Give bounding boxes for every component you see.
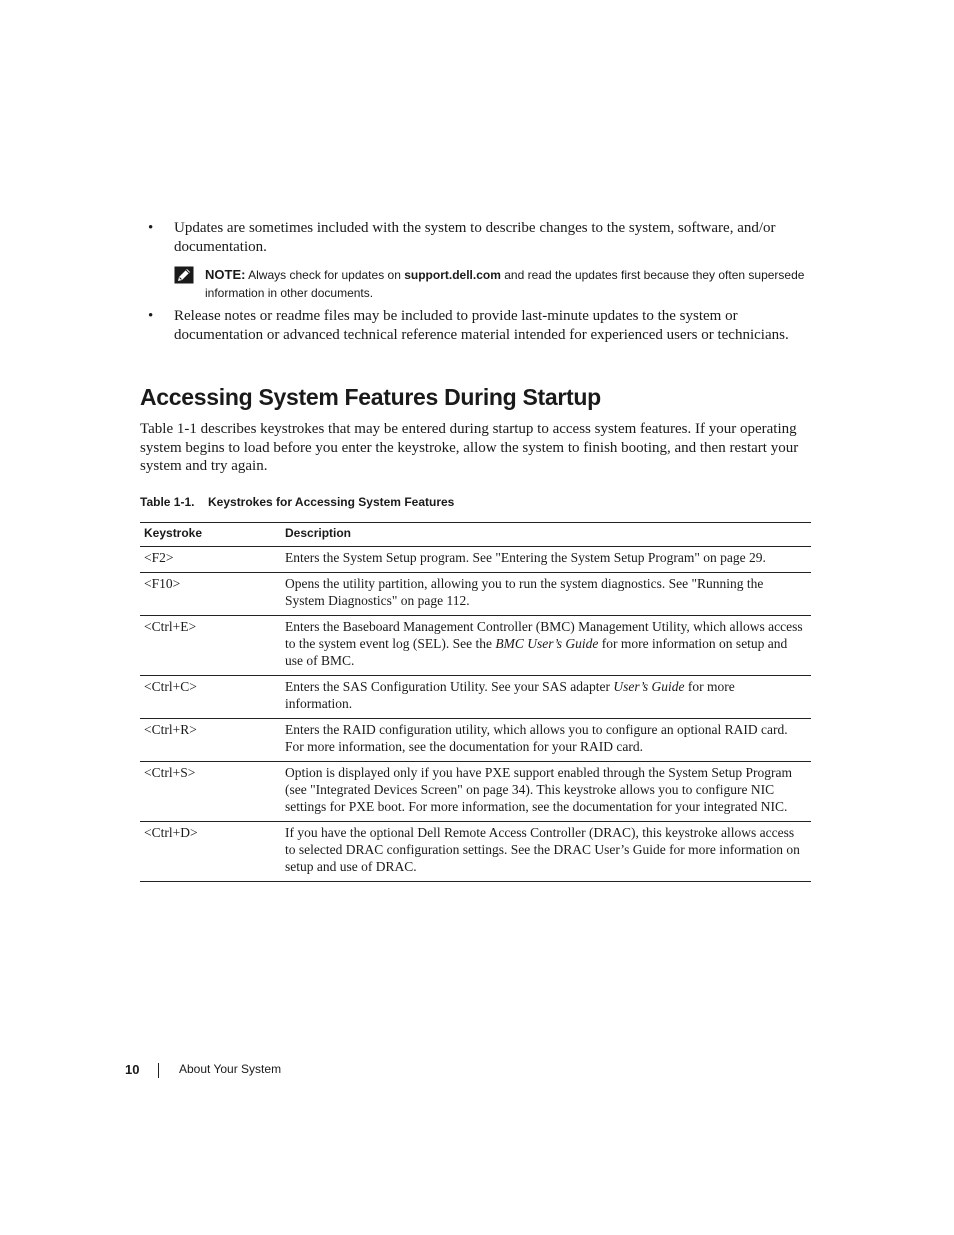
page-number: 10: [125, 1062, 140, 1077]
description-cell: [278, 719, 811, 762]
table-row: [140, 719, 811, 762]
keystroke-cell: <F10>: [140, 573, 278, 616]
column-header-description: Description: [278, 523, 811, 547]
description-cell: [278, 822, 811, 882]
note-text-before: Always check for updates on: [245, 268, 405, 282]
table-body: [140, 547, 811, 882]
table-row: [140, 616, 811, 676]
description-text: for more information on setup and use of BMC.: [285, 636, 788, 668]
table-header-row: [140, 523, 811, 547]
description-cell: [278, 616, 811, 676]
description-text: Enters the SAS Configuration Utility. See your SAS adapter: [285, 679, 614, 694]
keystroke-table: [140, 522, 811, 882]
table-caption: [140, 495, 454, 509]
pencil-note-icon: [174, 266, 194, 284]
table-row: [140, 762, 811, 822]
table-caption-title: Keystrokes for Accessing System Features: [208, 495, 455, 509]
support-link[interactable]: support.dell.com: [404, 268, 501, 282]
table-row: [140, 822, 811, 882]
bullet-marker: •: [148, 308, 154, 324]
description-italic-text: User’s Guide: [613, 679, 685, 694]
bullet-text: Updates are sometimes included with the system to describe changes to the system, software, and/or documentation.: [174, 220, 776, 255]
note-body: [205, 266, 814, 302]
description-text: Enters the System Setup program. See "Entering the System Setup Program" on page 29.: [285, 550, 766, 565]
description-cell: [278, 573, 811, 616]
description-text: Enters the RAID configuration utility, which allows you to configure an optional RAID card. For more information, see the documentation for your RAID card.: [285, 722, 788, 754]
keystroke-cell: <Ctrl+S>: [140, 762, 278, 822]
description-italic-text: BMC User’s Guide: [495, 636, 599, 651]
description-text: If you have the optional Dell Remote Access Controller (DRAC), this keystroke allows access to selected DRAC configuration settings. See the DRAC User’s Guide for more information on setup and use of DRAC.: [285, 825, 800, 874]
table-caption-number: Table 1-1.: [140, 495, 195, 509]
description-text: for more information.: [285, 679, 735, 711]
note-label: NOTE:: [205, 267, 246, 282]
keystroke-cell: <Ctrl+R>: [140, 719, 278, 762]
intro-paragraph: Table 1-1 describes keystrokes that may be entered during startup to access system features. If your operating system begins to load before you enter the keystroke, allow the system to finish booting, and then restart your system and try again.: [140, 421, 799, 475]
table-row: [140, 676, 811, 719]
description-text: Opens the utility partition, allowing you to run the system diagnostics. See "Running the System Diagnostics" on page 112.: [285, 576, 764, 608]
description-text: Enters the Baseboard Management Controller (BMC) Management Utility, which allows access to the system event log (SEL). See the: [285, 619, 803, 651]
description-cell: [278, 762, 811, 822]
note-text-after: and read the updates first because they often supersede information in other documents.: [205, 268, 805, 300]
section-heading: Accessing System Features During Startup: [140, 384, 601, 410]
bullet-marker: •: [148, 220, 154, 236]
keystroke-cell: <Ctrl+E>: [140, 616, 278, 676]
footer-divider: [158, 1063, 159, 1078]
description-cell: [278, 547, 811, 573]
column-header-keystroke: Keystroke: [140, 523, 278, 547]
bullet-item-updates: [148, 219, 818, 257]
description-text: Option is displayed only if you have PXE support enabled through the System Setup Program (see "Integrated Devices Screen" on page 34). This keystroke allows you to configure NIC settings for PXE boot. For more information, see the documentation for your integrated NIC.: [285, 765, 792, 814]
bullet-item-release-notes: [148, 307, 818, 345]
table-row: [140, 573, 811, 616]
keystroke-cell: <F2>: [140, 547, 278, 573]
page-footer: [125, 1062, 282, 1077]
note-callout: [174, 266, 814, 302]
description-cell: [278, 676, 811, 719]
bullet-text: Release notes or readme files may be included to provide last-minute updates to the system or documentation or advanced technical reference material intended for experienced users or technicians.: [174, 308, 789, 343]
keystroke-cell: <Ctrl+D>: [140, 822, 278, 882]
keystroke-cell: <Ctrl+C>: [140, 676, 278, 719]
table-row: [140, 547, 811, 573]
footer-section-title: About Your System: [179, 1062, 282, 1076]
